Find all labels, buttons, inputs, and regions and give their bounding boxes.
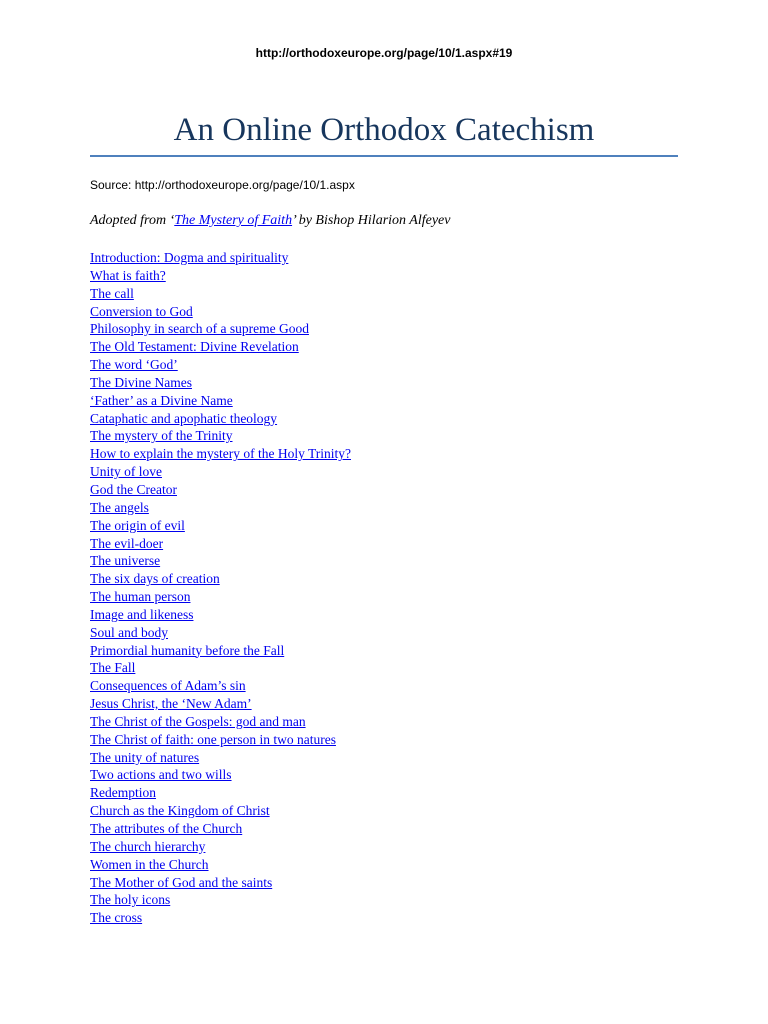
toc-link[interactable]: Philosophy in search of a supreme Good [90, 321, 309, 337]
quote-open: ‘ [169, 213, 175, 228]
book-link[interactable]: The Mystery of Faith [174, 213, 293, 228]
toc-link[interactable]: God the Creator [90, 481, 177, 497]
toc-link[interactable]: The mystery of the Trinity [90, 428, 233, 444]
toc-link[interactable]: Church as the Kingdom of Christ [90, 803, 270, 819]
toc-link[interactable]: Primordial humanity before the Fall [90, 642, 285, 658]
list-item [90, 784, 351, 802]
toc-link[interactable]: How to explain the mystery of the Holy Trinity? [90, 446, 351, 462]
list-item [90, 303, 351, 321]
toc-link[interactable]: Redemption [90, 785, 156, 801]
toc-link[interactable]: The holy icons [90, 892, 171, 908]
toc-link[interactable]: The Christ of the Gospels: god and man [90, 713, 306, 729]
list-item [90, 695, 351, 713]
list-item [90, 874, 351, 892]
list-item [90, 285, 351, 303]
list-item [90, 374, 351, 392]
toc-link[interactable]: Two actions and two wills [90, 767, 232, 783]
list-item [90, 320, 351, 338]
header-url: http://orthodoxeurope.org/page/10/1.aspx#19 [255, 46, 513, 60]
list-item [90, 535, 351, 553]
list-item [90, 427, 351, 445]
list-item [90, 552, 351, 570]
list-item [90, 570, 351, 588]
toc-link[interactable]: Conversion to God [90, 303, 193, 319]
toc-link[interactable]: Introduction: Dogma and spirituality [90, 250, 289, 265]
toc-link[interactable]: The angels [90, 499, 149, 515]
list-item [90, 749, 351, 767]
list-item [90, 606, 351, 624]
list-item [90, 838, 351, 856]
list-item [90, 410, 351, 428]
list-item [90, 659, 351, 677]
toc-link[interactable]: The human person [90, 589, 191, 605]
toc-link[interactable]: The church hierarchy [90, 838, 206, 854]
toc-link[interactable]: The Mother of God and the saints [90, 874, 273, 890]
toc-link[interactable]: The unity of natures [90, 749, 200, 765]
quote-close: ’ [292, 213, 296, 228]
list-item [90, 499, 351, 517]
list-item [90, 909, 351, 927]
source-line: Source: http://orthodoxeurope.org/page/10/1.aspx [90, 178, 355, 192]
toc-link[interactable]: Women in the Church [90, 856, 209, 872]
list-item [90, 445, 351, 463]
list-item [90, 642, 351, 660]
toc-link[interactable]: The six days of creation [90, 571, 220, 587]
list-item [90, 713, 351, 731]
toc-link[interactable]: The evil-doer [90, 535, 164, 551]
list-item [90, 249, 351, 267]
list-item [90, 517, 351, 535]
adopted-prefix: Adopted from [90, 213, 170, 228]
title-divider [90, 155, 678, 157]
toc-link[interactable]: Unity of love [90, 464, 162, 480]
list-item [90, 267, 351, 285]
toc-link[interactable]: The Divine Names [90, 374, 192, 390]
toc-link[interactable]: Image and likeness [90, 606, 194, 622]
list-item [90, 481, 351, 499]
list-item [90, 463, 351, 481]
list-item [90, 677, 351, 695]
page-title: An Online Orthodox Catechism [173, 112, 595, 148]
toc-link[interactable]: The attributes of the Church [90, 821, 243, 836]
list-item [90, 766, 351, 784]
toc-link[interactable]: The universe [90, 553, 161, 569]
table-of-contents [90, 249, 351, 927]
list-item [90, 356, 351, 374]
list-item [90, 856, 351, 874]
list-item [90, 588, 351, 606]
toc-link[interactable]: Consequences of Adam’s sin [90, 678, 246, 694]
toc-link[interactable]: ‘Father’ as a Divine Name [90, 392, 233, 408]
adopted-line [90, 213, 450, 229]
toc-link[interactable]: The Christ of faith: one person in two natures [90, 731, 336, 747]
toc-link[interactable]: The Fall [90, 660, 136, 676]
toc-link[interactable]: The cross [90, 910, 143, 926]
list-item [90, 624, 351, 642]
list-item [90, 802, 351, 820]
toc-link[interactable]: The Old Testament: Divine Revelation [90, 339, 299, 355]
list-item [90, 338, 351, 356]
toc-link[interactable]: What is faith? [90, 267, 166, 283]
toc-link[interactable]: The origin of evil [90, 517, 185, 533]
adopted-suffix: by Bishop Hilarion Alfeyev [295, 213, 451, 228]
list-item [90, 891, 351, 909]
list-item [90, 731, 351, 749]
toc-link[interactable]: The call [90, 285, 134, 301]
toc-link[interactable]: Jesus Christ, the ‘New Adam’ [90, 696, 252, 712]
toc-link[interactable]: Soul and body [90, 624, 169, 640]
list-item [90, 820, 351, 838]
list-item [90, 392, 351, 410]
toc-link[interactable]: Cataphatic and apophatic theology [90, 410, 278, 426]
toc-link[interactable]: The word ‘God’ [90, 357, 178, 373]
